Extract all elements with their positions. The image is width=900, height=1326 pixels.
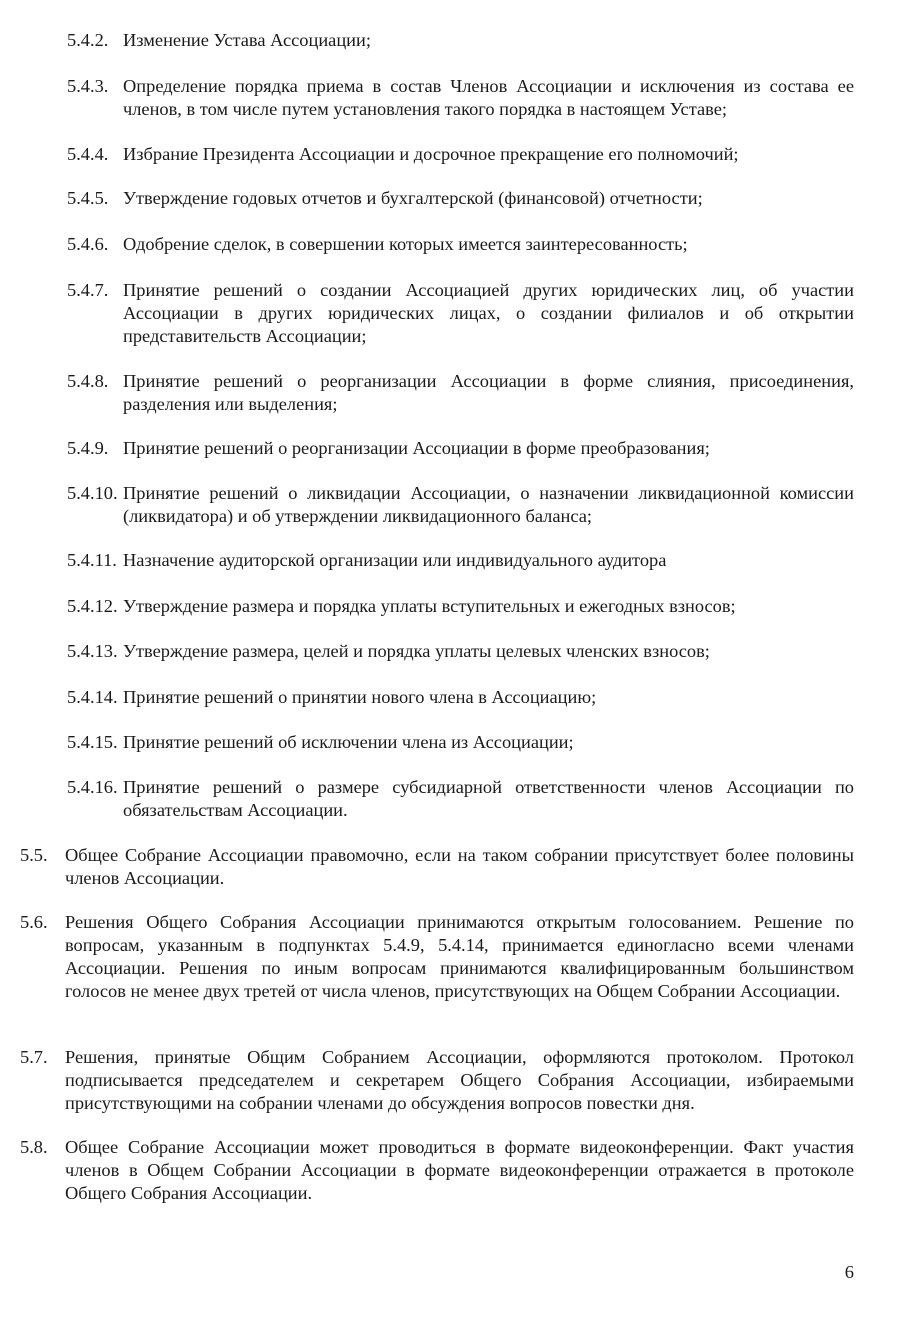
clause-number: 5.4.15. bbox=[67, 732, 118, 752]
clause-number: 5.4.10. bbox=[67, 483, 118, 503]
clause-number: 5.6. bbox=[20, 912, 48, 932]
clause-text: Назначение аудиторской организации или индивидуального аудитора bbox=[123, 550, 667, 570]
clause-number: 5.4.2. bbox=[67, 30, 109, 50]
page-number: 6 bbox=[844, 1262, 854, 1282]
clause-number: 5.4.16. bbox=[67, 777, 118, 797]
clause-number: 5.5. bbox=[20, 845, 48, 865]
clause-text: Утверждение размера и порядка уплаты вступительных и ежегодных взносов; bbox=[123, 596, 736, 616]
clause-text: Решения, принятые Общим Собранием Ассоциации, оформляются протоколом. Протокол подписывается председателем и секретарем Общего Собрания Ассоциации, избираемыми присутствующими на собрании членами до обсуждения вопросов повестки дня. bbox=[65, 1047, 854, 1113]
clause-text: Определение порядка приема в состав Членов Ассоциации и исключения из состава ее членов, в том числе путем установления такого порядка в настоящем Уставе; bbox=[123, 76, 854, 119]
clause-number: 5.8. bbox=[20, 1137, 48, 1157]
clause-number: 5.4.12. bbox=[67, 596, 118, 616]
clause-text: Принятие решений о размере субсидиарной ответственности членов Ассоциации по обязательствам Ассоциации. bbox=[123, 777, 854, 820]
clause-text: Общее Собрание Ассоциации правомочно, если на таком собрании присутствует более половины членов Ассоциации. bbox=[65, 845, 854, 888]
clause-number: 5.4.14. bbox=[67, 687, 118, 707]
clause-number: 5.4.8. bbox=[67, 371, 109, 391]
clause-text: Принятие решений о принятии нового члена в Ассоциацию; bbox=[123, 687, 597, 707]
clause-text: Общее Собрание Ассоциации может проводиться в формате видеоконференции. Факт участия членов в Общем Собрании Ассоциации в формате видеоконференции отражается в протоколе Общего Собрания Ассоциации. bbox=[65, 1137, 854, 1203]
clause-number: 5.7. bbox=[20, 1047, 48, 1067]
clause-text: Принятие решений о реорганизации Ассоциации в форме преобразования; bbox=[123, 438, 710, 458]
clause-text: Изменение Устава Ассоциации; bbox=[123, 30, 371, 50]
clause-text: Утверждение размера, целей и порядка уплаты целевых членских взносов; bbox=[123, 641, 710, 661]
clause-number: 5.4.3. bbox=[67, 76, 109, 96]
clause-text: Утверждение годовых отчетов и бухгалтерской (финансовой) отчетности; bbox=[123, 188, 703, 208]
clause-text: Принятие решений об исключении члена из Ассоциации; bbox=[123, 732, 574, 752]
clause-text: Принятие решений о ликвидации Ассоциации, о назначении ликвидационной комиссии (ликвидатора) и об утверждении ликвидационного баланса; bbox=[123, 483, 854, 526]
clause-number: 5.4.6. bbox=[67, 234, 109, 254]
clause-number: 5.4.4. bbox=[67, 144, 109, 164]
clause-text: Одобрение сделок, в совершении которых имеется заинтересованность; bbox=[123, 234, 688, 254]
clause-text: Избрание Президента Ассоциации и досрочное прекращение его полномочий; bbox=[123, 144, 739, 164]
clause-text: Решения Общего Собрания Ассоциации принимаются открытым голосованием. Решение по вопросам, указанным в подпунктах 5.4.9, 5.4.14, принимается единогласно всеми членами Ассоциации. Решения по иным вопросам принимаются квалифицированным большинством голосов не менее двух третей от числа членов, присутствующих на Общем Собрании Ассоциации. bbox=[65, 912, 854, 1001]
clause-number: 5.4.11. bbox=[67, 550, 117, 570]
clause-number: 5.4.9. bbox=[67, 438, 109, 458]
clause-number: 5.4.7. bbox=[67, 280, 109, 300]
clause-text: Принятие решений о реорганизации Ассоциации в форме слияния, присоединения, разделения или выделения; bbox=[123, 371, 854, 414]
clause-number: 5.4.13. bbox=[67, 641, 118, 661]
clause-number: 5.4.5. bbox=[67, 188, 109, 208]
clause-text: Принятие решений о создании Ассоциацией других юридических лиц, об участии Ассоциации в других юридических лицах, о создании филиалов и об открытии представительств Ассоциации; bbox=[123, 280, 854, 346]
